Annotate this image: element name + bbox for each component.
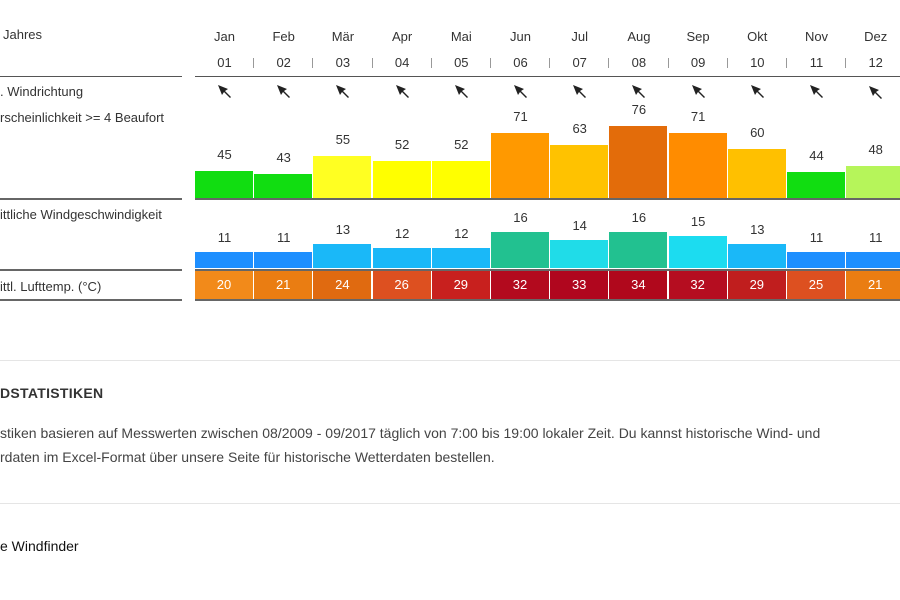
wind-speed-bar — [787, 252, 845, 268]
wind-speed-value-label: 11 — [809, 230, 824, 245]
probability-value-label: 43 — [276, 149, 291, 165]
wind-direction-arrow-icon — [690, 83, 706, 99]
month-label: Feb — [272, 29, 295, 44]
stats-paragraph-line-2: rdaten im Excel-Format über unsere Seite für historische Wetterdaten bestellen. — [0, 449, 495, 465]
speed-rule-left — [0, 269, 182, 271]
probability-bar — [669, 133, 727, 198]
probability-bar — [195, 171, 253, 198]
wind-speed-value-label: 14 — [572, 218, 587, 233]
month-number: 11 — [809, 55, 824, 70]
probability-value-label: 71 — [513, 109, 528, 125]
probability-bar — [254, 174, 312, 198]
wind-direction-label: . Windrichtung — [0, 84, 84, 99]
month-number: 08 — [631, 55, 647, 70]
wind-speed-value-label: 15 — [690, 214, 706, 229]
column-tick — [253, 58, 254, 68]
probability-value-label: 52 — [394, 136, 410, 152]
section-divider-bottom — [0, 503, 900, 504]
column-tick — [608, 58, 609, 68]
month-number: 03 — [335, 55, 351, 70]
month-number: 04 — [394, 55, 410, 70]
temperature-cell: 26 — [373, 271, 431, 299]
header-rule-right — [195, 76, 900, 77]
column-tick — [845, 58, 846, 68]
month-number: 09 — [690, 55, 706, 70]
month-number: 07 — [572, 55, 587, 70]
wind-speed-value-label: 16 — [513, 210, 528, 225]
month-label: Mai — [450, 29, 472, 44]
probability-value-label: 48 — [868, 142, 883, 158]
month-label: Dez — [864, 29, 888, 44]
month-label: Jan — [214, 29, 235, 44]
temp-rule-left — [0, 299, 182, 301]
month-number: 12 — [868, 55, 883, 70]
wind-direction-arrow-icon — [216, 83, 232, 99]
temperature-cell: 29 — [432, 271, 490, 299]
wind-speed-bar — [846, 252, 900, 268]
wind-speed-bar — [254, 252, 312, 268]
wind-speed-value-label: 13 — [335, 222, 351, 237]
wind-speed-bar — [491, 232, 549, 268]
wind-speed-value-label: 11 — [276, 230, 291, 245]
wind-speed-bar — [669, 236, 727, 268]
wind-speed-value-label: 13 — [750, 222, 765, 237]
probability-label: rscheinlichkeit >= 4 Beaufort — [0, 110, 165, 125]
wind-direction-arrow-icon — [571, 83, 587, 99]
wind-speed-bar — [432, 248, 490, 268]
wind-speed-value-label: 12 — [394, 226, 410, 241]
temperature-cell: 20 — [195, 271, 253, 299]
column-tick — [727, 58, 728, 68]
stats-paragraph-line-1: stiken basieren auf Messwerten zwischen 08/2009 - 09/2017 täglich von 7:00 bis 19:00 lokaler Zeit. Du kannst historische Wind- und — [0, 425, 821, 441]
column-tick — [668, 58, 669, 68]
probability-bar — [609, 126, 667, 198]
column-tick — [431, 58, 432, 68]
wind-speed-bar — [728, 244, 786, 268]
wind-speed-bar — [313, 244, 371, 268]
temperature-cell: 33 — [550, 271, 608, 299]
temperature-cell: 32 — [491, 271, 549, 299]
month-label: Okt — [747, 29, 768, 44]
wind-speed-value-label: 11 — [868, 230, 883, 245]
wind-speed-value-label: 16 — [631, 210, 647, 225]
month-number: 02 — [276, 55, 291, 70]
probability-bar — [313, 156, 371, 198]
column-tick — [786, 58, 787, 68]
temp-rule-right — [195, 299, 900, 301]
probability-bar — [550, 145, 608, 198]
wind-speed-bar — [373, 248, 431, 268]
column-tick — [490, 58, 491, 68]
wind-speed-value-label: 11 — [217, 230, 232, 245]
wind-direction-arrow-icon — [867, 84, 883, 100]
month-label: Apr — [391, 29, 413, 44]
month-label: Jul — [571, 29, 588, 44]
temperature-cell: 32 — [669, 271, 727, 299]
wind-direction-arrow-icon — [334, 83, 350, 99]
month-label: Sep — [686, 29, 710, 44]
column-tick — [549, 58, 550, 68]
wind-speed-bar — [195, 252, 253, 268]
temperature-cell: 21 — [254, 271, 312, 299]
probability-value-label: 63 — [572, 120, 587, 136]
temperature-cell: 25 — [787, 271, 845, 299]
avg-temp-label: ittl. Lufttemp. (°C) — [0, 279, 102, 294]
avg-wind-speed-label: ittliche Windgeschwindigkeit — [0, 207, 162, 222]
probability-value-label: 45 — [217, 146, 232, 162]
month-number: 06 — [513, 55, 528, 70]
temperature-cell: 24 — [313, 271, 371, 299]
probability-value-label: 44 — [809, 148, 824, 164]
month-number: 10 — [750, 55, 765, 70]
windfinder-footer-text: e Windfinder — [0, 538, 79, 554]
probability-rule-right — [195, 198, 900, 200]
wind-direction-arrow-icon — [275, 83, 291, 99]
month-label: Mär — [331, 29, 355, 44]
probability-value-label: 60 — [750, 125, 765, 140]
wind-direction-arrow-icon — [749, 83, 765, 99]
probability-value-label: 76 — [631, 101, 647, 117]
temperature-cell: 21 — [846, 271, 900, 299]
probability-bar — [728, 149, 786, 198]
wind-direction-arrow-icon — [453, 83, 469, 99]
wind-speed-bar — [609, 232, 667, 268]
month-label: Nov — [804, 29, 829, 44]
month-label: Jun — [510, 29, 531, 44]
wind-direction-arrow-icon — [512, 83, 528, 99]
wind-direction-arrow-icon — [394, 83, 410, 99]
wind-direction-arrow-icon — [630, 83, 646, 99]
probability-bar — [373, 161, 431, 198]
wind-speed-bar — [550, 240, 608, 268]
probability-rule-left — [0, 198, 182, 200]
probability-value-label: 71 — [690, 109, 706, 125]
wind-speed-value-label: 12 — [454, 226, 469, 241]
probability-bar — [846, 166, 900, 198]
temperature-cell: 29 — [728, 271, 786, 299]
wind-statistics-title: DSTATISTIKEN — [0, 385, 104, 401]
month-number: 05 — [454, 55, 469, 70]
header-left-label: Jahres — [3, 27, 43, 42]
section-divider-top — [0, 360, 900, 361]
wind-direction-arrow-icon — [808, 83, 824, 99]
probability-bar — [787, 172, 845, 198]
temperature-cell: 34 — [609, 271, 667, 299]
month-label: Aug — [627, 29, 651, 44]
column-tick — [372, 58, 373, 68]
probability-bar — [491, 133, 549, 198]
column-tick — [312, 58, 313, 68]
month-number: 01 — [217, 55, 232, 70]
probability-value-label: 55 — [335, 132, 351, 148]
probability-bar — [432, 161, 490, 198]
probability-value-label: 52 — [454, 136, 469, 152]
header-rule-left — [0, 76, 182, 77]
